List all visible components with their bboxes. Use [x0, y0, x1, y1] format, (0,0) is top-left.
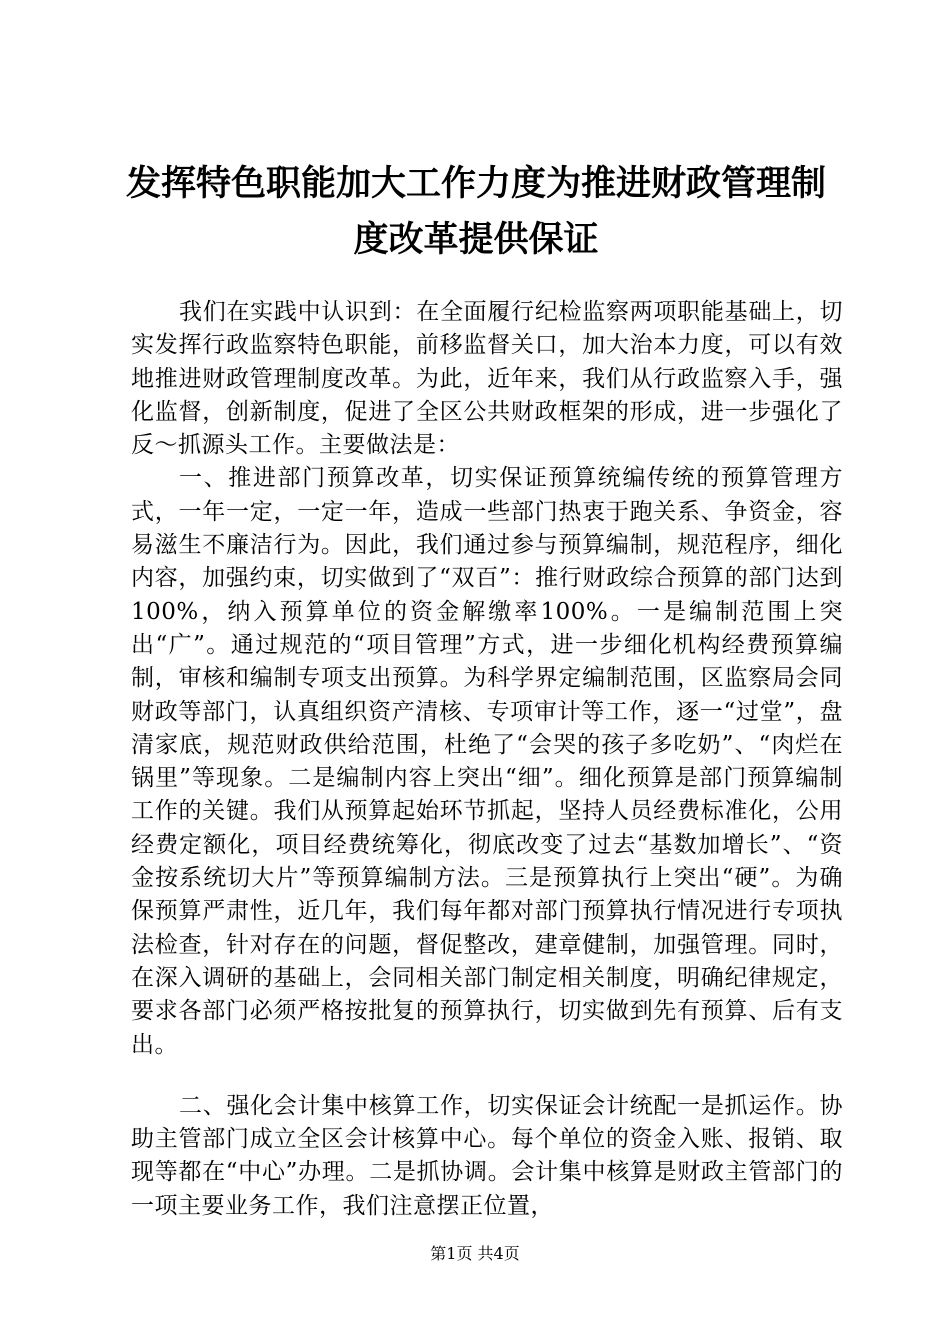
paragraph-section-2: 二、强化会计集中核算工作，切实保证会计统配一是抓运作。协助主管部门成立全区会计核算中心。每个单位的资金入账、报销、取现等都在“中心”办理。二是抓协调。会计集中核算是财政主管部门的一项主要业务工作，我们注意摆正位置，: [131, 1092, 843, 1219]
paragraph-intro: 我们在实践中认识到：在全面履行纪检监察两项职能基础上，切实发挥行政监察特色职能，前移监督关口，加大治本力度，可以有效地推进财政管理制度改革。为此，近年来，我们从行政监察入手，强化监督，创新制度，促进了全区公共财政框架的形成，进一步强化了反～抓源头工作。主要做法是：: [131, 299, 843, 459]
paragraph-section-1: 一、推进部门预算改革，切实保证预算统编传统的预算管理方式，一年一定，一定一年，造成一些部门热衷于跑关系、争资金，容易滋生不廉洁行为。因此，我们通过参与预算编制，规范程序，细化内容，加强约束，切实做到了“双百”：推行财政综合预算的部门达到100%，纳入预算单位的资金解缴率100%。一是编制范围上突出“广”。通过规范的“项目管理”方式，进一步细化机构经费预算编制，审核和编制专项支出预算。为科学界定编制范围，区监察局会同财政等部门，认真组织资产清核、专项审计等工作，逐一“过堂”，盘清家底，规范财政供给范围，杜绝了“会哭的孩子多吃奶”、“肉烂在锅里”等现象。二是编制内容上突出“细”。细化预算是部门预算编制工作的关键。我们从预算起始环节抓起，坚持人员经费标准化，公用经费定额化，项目经费统筹化，彻底改变了过去“基数加增长”、“资金按系统切大片”等预算编制方法。三是预算执行上突出“硬”。为确保预算严肃性，近几年，我们每年都对部门预算执行情况进行专项执法检查，针对存在的问题，督促整改，建章健制，加强管理。同时，在深入调研的基础上，会同相关部门制定相关制度，明确纪律规定，要求各部门必须严格按批复的预算执行，切实做到先有预算、后有支出。: [131, 465, 843, 1058]
document-body: [131, 296, 843, 1223]
document-title: 发挥特色职能加大工作力度为推进财政管理制度改革提供保证: [125, 164, 826, 260]
page-footer: 第1页 共4页: [430, 1244, 520, 1263]
